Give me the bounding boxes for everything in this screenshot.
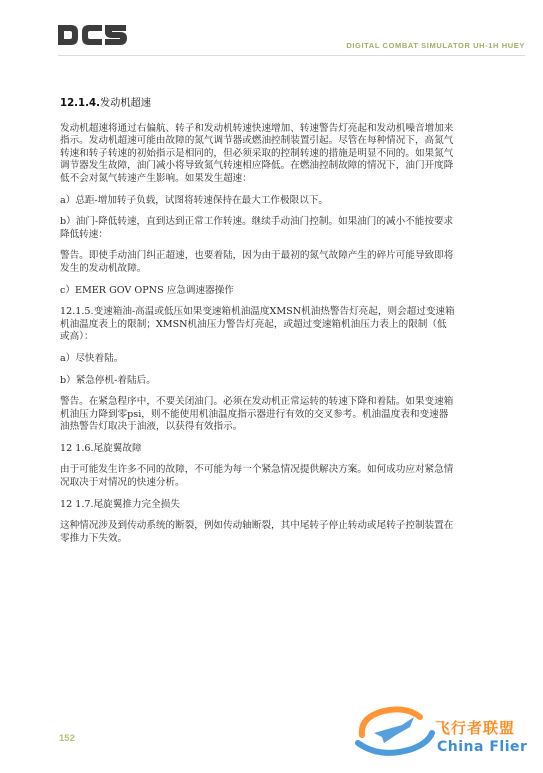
paragraph: 12 1.6.尾旋翼故障: [60, 442, 142, 454]
page-number: 152: [59, 733, 75, 744]
dcs-logo: [58, 22, 128, 48]
paragraph: 警告。在紧急程序中，不要关闭油门。必须在发动机正常运转的转速下降和着陆。如果变速箱机油压力降到零psi，则不能使用机油温度指示器进行有效的交叉参考。机油温度表和变速器油热警告灯取决于油液，以获得有效指示。: [60, 396, 454, 433]
paragraph: 警告。即使手动油门纠正超速，也要着陆，因为由于最初的氮气故障产生的碎片可能导致即将发生的发动机故障。: [60, 250, 454, 274]
paragraph: c）EMER GOV OPNS 应急调速器操作: [60, 284, 234, 296]
paragraph: a）尽快着陆。: [60, 352, 124, 364]
document-subtitle: DIGITAL COMBAT SIMULATOR UH-1H HUEY: [346, 41, 525, 50]
watermark-text-cn: 飞行者联盟: [435, 719, 516, 737]
paragraph: 12.1.5.变速箱油-高温或低压如果变速箱机油温度XMSN机油热警告灯亮起，则会超过变速箱机油温度表上的限制；XMSN机油压力警告灯亮起，或超过变速箱机油压力表上的限制（低或高）：: [60, 306, 455, 343]
paragraph: 由于可能发生许多不同的故障，不可能为每一个紧急情况提供解决方案。如何成功应对紧急情况取决于对情况的快速分析。: [60, 464, 454, 489]
paragraph: 发动机超速将通过右偏航、转子和发动机转速快速增加、转速警告灯亮起和发动机噪音增加来指示。发动机超速可能由故障的氮气调节器或燃油控制装置引起。尽管在每种情况下，高氮气转速和转子转速的初始指示是相同的，但必须采取的控制转速的措施是明显不同的。如果氮气调节器发生故障，油门减小将导致氮气转速相应降低。在燃油控制故障的情况下，油门开度降低不会对氮气转速产生影响。如果发生超速：: [60, 122, 454, 184]
paragraph: b）油门-降低转速，直到达到正常工作转速。继续手动油门控制。如果油门的减小不能按要求降低转速：: [60, 216, 454, 240]
watermark-text-en: China Flier: [437, 739, 528, 755]
paragraph: 12 1.7.尾旋翼推力完全损失: [60, 498, 180, 510]
paragraph: 这种情况涉及到传动系统的断裂，例如传动轴断裂，其中尾转子停止转动或尾转子控制装置在零推力下失效。: [60, 520, 454, 544]
paragraph: a）总距-增加转子负载，试图将转速保持在最大工作极限以下。: [60, 194, 328, 206]
header-divider: [58, 55, 525, 56]
section-number: 12.1.4.: [60, 98, 100, 109]
section-heading: [60, 98, 455, 111]
page-content: [60, 98, 455, 554]
section-title: 发动机超速: [99, 98, 151, 109]
paragraph: b）紧急停机-着陆后。: [60, 374, 156, 386]
